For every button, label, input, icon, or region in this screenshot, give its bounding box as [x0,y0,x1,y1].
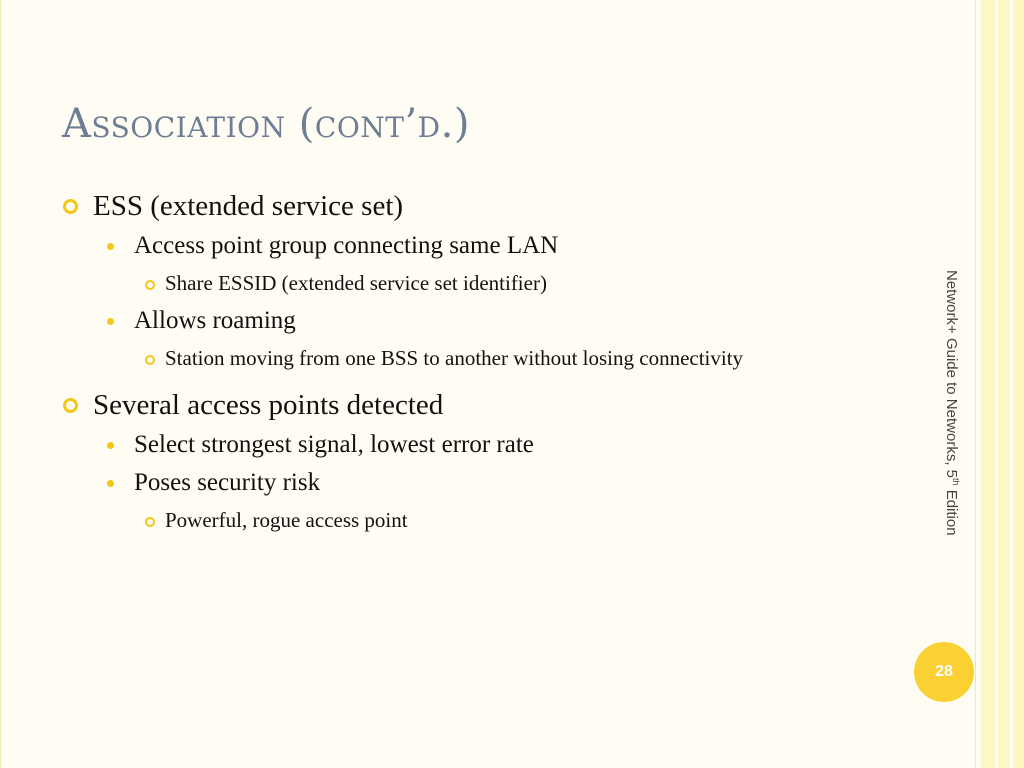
bullet-text: Several access points detected [93,389,444,421]
dot-bullet-icon [107,480,114,487]
book-title-superscript: th [951,478,961,486]
dot-bullet-icon [107,318,114,325]
bullet-item [60,467,860,499]
bullet-item [60,343,860,374]
bullet-item [60,268,860,299]
bullet-text: Poses security risk [134,469,321,496]
ring-bullet-icon [63,398,78,413]
small-ring-bullet-icon [145,355,155,365]
ring-bullet-icon [63,199,78,214]
bullet-text: ESS (extended service set) [93,190,404,222]
bullet-item [60,505,860,536]
book-title-prefix: Network+ Guide to Networks, 5 [943,270,960,479]
bullet-list [60,188,860,542]
bullet-text: Select strongest signal, lowest error rate [134,431,534,458]
bullet-item [60,188,860,224]
bullet-item [60,230,860,262]
page-number: 28 [935,663,953,680]
frame-right-line [975,0,976,768]
dot-bullet-icon [107,243,114,250]
bullet-text: Station moving from one BSS to another without losing connectivity [165,346,744,370]
bullet-text: Access point group connecting same LAN [134,232,559,259]
decorative-stripe [998,0,1010,768]
decorative-stripe [981,0,995,768]
book-title-suffix: Edition [943,485,960,536]
slide-title: Association (cont’d.) [62,101,470,147]
book-title-footer [944,270,968,570]
bullet-item [60,387,860,423]
bullet-item [60,305,860,337]
small-ring-bullet-icon [145,517,155,527]
page-number-badge [914,642,974,702]
decorative-stripe [1013,0,1024,768]
bullet-text: Share ESSID (extended service set identifier) [165,271,547,295]
bullet-item [60,429,860,461]
small-ring-bullet-icon [145,280,155,290]
bullet-text: Powerful, rogue access point [165,508,408,532]
dot-bullet-icon [107,442,114,449]
bullet-text: Allows roaming [134,307,296,334]
frame-left-line [0,0,1,768]
